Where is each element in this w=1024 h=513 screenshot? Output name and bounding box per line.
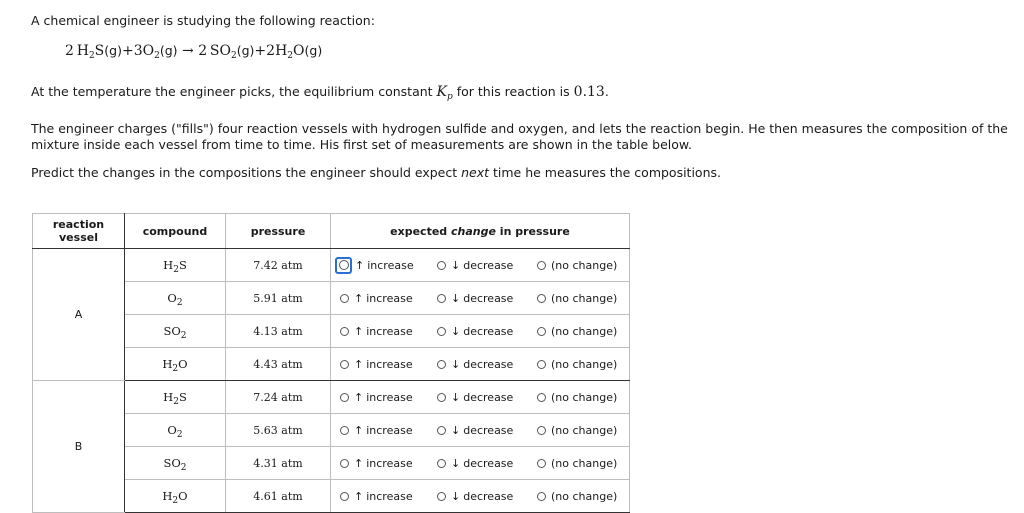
header-text: in pressure <box>495 224 570 238</box>
eq-state: (g) <box>304 43 323 58</box>
eq-formula: H <box>275 43 288 59</box>
radio-increase[interactable] <box>340 426 349 435</box>
option-increase-label: increase <box>367 258 414 272</box>
option-no-change[interactable] <box>537 358 617 371</box>
change-options-cell <box>331 414 630 447</box>
header-compound: compound <box>125 214 226 249</box>
change-options-cell <box>331 249 630 282</box>
down-arrow-icon: ↓ <box>451 489 461 503</box>
radio-decrease[interactable] <box>437 360 446 369</box>
radio-decrease[interactable] <box>437 459 446 468</box>
compound-formula: O <box>167 423 177 437</box>
predict-text: time he measures the compositions. <box>489 165 721 180</box>
compound-cell <box>125 282 226 315</box>
option-decrease[interactable] <box>437 391 537 404</box>
eq-plus: + <box>254 43 267 59</box>
compound-formula: SO <box>163 324 181 338</box>
pressure-cell: 4.43 atm <box>226 348 331 381</box>
radio-no-change[interactable] <box>537 426 546 435</box>
compound-formula: S <box>178 258 187 272</box>
intro-text: A chemical engineer is studying the following reaction: <box>31 13 375 28</box>
pressure-cell: 5.63 atm <box>226 414 331 447</box>
compound-formula: H <box>162 489 173 503</box>
option-no-change[interactable] <box>537 490 617 503</box>
option-no-change[interactable] <box>537 424 617 437</box>
option-decrease[interactable] <box>437 457 537 470</box>
reaction-equation <box>65 43 322 59</box>
option-decrease-label: decrease <box>463 258 514 272</box>
eq-subscript: 2 <box>88 51 95 61</box>
kp-symbol-subscript: p <box>447 92 453 102</box>
option-no-change[interactable] <box>537 457 617 470</box>
kp-value: 0.13 <box>573 84 605 100</box>
eq-coef: 3 <box>133 43 143 59</box>
option-no-change-label: (no change) <box>551 423 618 437</box>
header-vessel-line: reaction <box>52 218 105 231</box>
radio-decrease[interactable] <box>437 426 446 435</box>
option-increase[interactable] <box>340 490 437 503</box>
table-row <box>33 381 630 414</box>
down-arrow-icon: ↓ <box>451 423 461 437</box>
eq-arrow: → <box>182 43 194 59</box>
kp-sentence <box>31 84 609 100</box>
up-arrow-icon: ↑ <box>354 489 364 503</box>
eq-coef: 2 <box>198 43 208 59</box>
option-increase[interactable] <box>340 391 437 404</box>
vessel-label: A <box>33 249 125 381</box>
compound-subscript: 2 <box>176 298 183 308</box>
change-options-cell <box>331 315 630 348</box>
eq-formula: O <box>293 43 305 59</box>
option-increase-label: increase <box>366 357 413 371</box>
option-no-change-label: (no change) <box>551 258 618 272</box>
option-no-change-label: (no change) <box>551 489 618 503</box>
option-decrease[interactable] <box>437 259 537 272</box>
option-no-change-label: (no change) <box>551 324 618 338</box>
change-options-cell <box>331 282 630 315</box>
option-decrease[interactable] <box>437 424 537 437</box>
compound-formula: O <box>178 489 188 503</box>
radio-no-change[interactable] <box>537 459 546 468</box>
option-increase[interactable] <box>340 292 437 305</box>
pressure-cell: 5.91 atm <box>226 282 331 315</box>
option-increase-label: increase <box>366 390 413 404</box>
radio-decrease[interactable] <box>437 261 446 270</box>
header-text: expected <box>390 224 452 238</box>
up-arrow-icon: ↑ <box>354 291 364 305</box>
option-no-change-label: (no change) <box>551 357 618 371</box>
compound-subscript: 2 <box>173 265 179 275</box>
pressure-cell: 4.13 atm <box>226 315 331 348</box>
option-no-change[interactable] <box>537 259 617 272</box>
down-arrow-icon: ↓ <box>451 357 461 371</box>
option-increase[interactable] <box>340 424 437 437</box>
eq-coef: 2 <box>266 43 276 59</box>
radio-decrease[interactable] <box>437 492 446 501</box>
pressure-cell: 7.24 atm <box>226 381 331 414</box>
radio-no-change[interactable] <box>537 261 546 270</box>
option-no-change[interactable] <box>537 325 617 338</box>
option-decrease-label: decrease <box>463 390 514 404</box>
radio-increase[interactable] <box>340 492 349 501</box>
option-increase[interactable] <box>340 358 437 371</box>
compound-cell <box>125 447 226 480</box>
header-vessel-line: vessel <box>59 231 98 244</box>
option-decrease-label: decrease <box>463 324 514 338</box>
down-arrow-icon: ↓ <box>451 324 461 338</box>
radio-decrease[interactable] <box>437 327 446 336</box>
radio-increase[interactable] <box>340 459 349 468</box>
option-decrease[interactable] <box>437 292 537 305</box>
eq-formula: H <box>76 43 89 59</box>
option-increase-label: increase <box>366 456 413 470</box>
compound-formula: H <box>162 357 173 371</box>
change-options-cell <box>331 348 630 381</box>
radio-decrease[interactable] <box>437 294 446 303</box>
compound-formula: S <box>178 390 187 404</box>
option-increase-label: increase <box>366 489 413 503</box>
up-arrow-icon: ↑ <box>354 390 364 404</box>
option-decrease-label: decrease <box>463 423 514 437</box>
compound-cell <box>125 414 226 447</box>
header-pressure: pressure <box>226 214 331 249</box>
radio-no-change[interactable] <box>537 294 546 303</box>
compound-cell <box>125 348 226 381</box>
pressure-cell: 4.31 atm <box>226 447 331 480</box>
option-decrease-label: decrease <box>463 456 514 470</box>
radio-increase[interactable] <box>339 260 349 270</box>
radio-increase[interactable] <box>340 393 349 402</box>
option-no-change[interactable] <box>537 391 617 404</box>
option-increase-label: increase <box>366 423 413 437</box>
option-increase[interactable] <box>340 457 437 470</box>
table-body <box>33 249 630 513</box>
option-decrease[interactable] <box>437 358 537 371</box>
header-emphasis: change <box>451 224 496 238</box>
compound-subscript: 2 <box>173 397 179 407</box>
up-arrow-icon: ↑ <box>354 456 364 470</box>
predict-emphasis: next <box>461 165 490 180</box>
compound-subscript: 2 <box>180 331 187 341</box>
option-increase[interactable] <box>340 257 437 274</box>
radio-increase[interactable] <box>340 327 349 336</box>
kp-symbol: K <box>436 84 447 100</box>
radio-no-change[interactable] <box>537 327 546 336</box>
compound-cell <box>125 480 226 513</box>
compound-formula: O <box>178 357 188 371</box>
kp-text: . <box>604 84 609 99</box>
compound-cell <box>125 381 226 414</box>
table-row <box>33 249 630 282</box>
eq-plus: + <box>121 43 134 59</box>
eq-subscript: 2 <box>230 51 237 61</box>
eq-state: (g) <box>104 43 122 58</box>
option-no-change-label: (no change) <box>551 456 618 470</box>
option-decrease[interactable] <box>437 325 537 338</box>
down-arrow-icon: ↓ <box>451 390 461 404</box>
change-options-cell <box>331 447 630 480</box>
option-no-change-label: (no change) <box>551 390 618 404</box>
option-no-change[interactable] <box>537 292 617 305</box>
header-vessel <box>33 214 125 249</box>
compound-formula: SO <box>163 456 181 470</box>
pressure-cell: 4.61 atm <box>226 480 331 513</box>
predict-text: Predict the changes in the compositions the engineer should expect <box>31 165 462 180</box>
eq-subscript: 2 <box>287 51 294 61</box>
option-increase-label: increase <box>366 324 413 338</box>
focus-ring <box>335 257 352 274</box>
compound-subscript: 2 <box>172 364 179 374</box>
compound-subscript: 2 <box>180 463 187 473</box>
option-decrease[interactable] <box>437 490 537 503</box>
predict-instruction <box>31 165 721 180</box>
up-arrow-icon: ↑ <box>355 258 365 272</box>
up-arrow-icon: ↑ <box>354 324 364 338</box>
option-decrease-label: decrease <box>463 489 514 503</box>
compound-formula: O <box>167 291 177 305</box>
eq-state: (g) <box>236 43 255 58</box>
eq-state: (g) <box>159 43 178 58</box>
option-decrease-label: decrease <box>463 291 514 305</box>
compound-subscript: 2 <box>176 430 183 440</box>
pressure-cell: 7.42 atm <box>226 249 331 282</box>
up-arrow-icon: ↑ <box>354 357 364 371</box>
paragraph-line-1: The engineer charges ("fills") four reaction vessels with hydrogen sulfide and oxygen, and lets the reaction begin. He then measures the composition of the <box>31 121 1008 136</box>
compound-formula: H <box>163 258 174 272</box>
paragraph-line-2: mixture inside each vessel from time to time. His first set of measurements are shown in the table below. <box>31 137 692 152</box>
header-expected-change <box>331 214 630 249</box>
option-increase[interactable] <box>340 325 437 338</box>
eq-formula: S <box>94 43 105 59</box>
eq-formula: SO <box>209 43 231 59</box>
kp-text: At the temperature the engineer picks, the equilibrium constant <box>31 84 437 99</box>
compound-cell <box>125 315 226 348</box>
option-increase-label: increase <box>366 291 413 305</box>
compound-subscript: 2 <box>172 496 179 506</box>
option-decrease-label: decrease <box>463 357 514 371</box>
option-no-change-label: (no change) <box>551 291 618 305</box>
change-options-cell <box>331 381 630 414</box>
vessel-label: B <box>33 381 125 513</box>
down-arrow-icon: ↓ <box>451 291 461 305</box>
measurement-table <box>32 213 630 513</box>
radio-decrease[interactable] <box>437 393 446 402</box>
kp-text: for this reaction is <box>452 84 574 99</box>
radio-no-change[interactable] <box>537 393 546 402</box>
down-arrow-icon: ↓ <box>451 258 461 272</box>
up-arrow-icon: ↑ <box>354 423 364 437</box>
radio-no-change[interactable] <box>537 492 546 501</box>
change-options-cell <box>331 480 630 513</box>
down-arrow-icon: ↓ <box>451 456 461 470</box>
radio-increase[interactable] <box>340 360 349 369</box>
radio-no-change[interactable] <box>537 360 546 369</box>
eq-coef: 2 <box>65 43 74 59</box>
compound-formula: H <box>163 390 174 404</box>
radio-increase[interactable] <box>340 294 349 303</box>
compound-cell <box>125 249 226 282</box>
eq-subscript: 2 <box>154 51 160 61</box>
eq-formula: O <box>142 43 155 59</box>
